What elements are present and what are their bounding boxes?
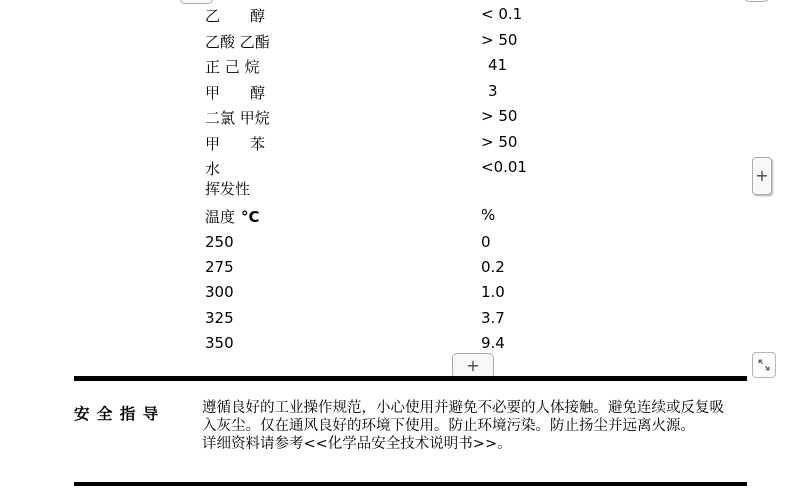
table-row <box>0 309 793 331</box>
table-row <box>0 334 793 356</box>
temperature-value: 300 <box>205 283 234 301</box>
table-row <box>0 233 793 255</box>
temperature-value: 250 <box>205 233 234 251</box>
clipped-top-button[interactable] <box>180 0 213 4</box>
volatility-header-row <box>0 206 793 228</box>
table-row <box>0 5 793 27</box>
section-heading-row <box>0 178 793 200</box>
temperature-value: 275 <box>205 258 234 276</box>
expand-diagonal-icon <box>757 358 771 372</box>
table-row <box>0 258 793 280</box>
temperature-value: 350 <box>205 334 234 352</box>
expand-button[interactable] <box>752 352 776 378</box>
solvent-label: 乙 醇 <box>205 7 266 25</box>
solvent-value: > 50 <box>481 31 518 49</box>
volatility-value: 9.4 <box>481 334 505 352</box>
add-button-right[interactable] <box>752 157 772 195</box>
safety-section-heading: 安 全 指 导 <box>74 405 160 423</box>
volatility-value: 1.0 <box>481 283 505 301</box>
safety-text-line: 入灰尘。仅在通风良好的环境下使用。防止环境污染。防止扬尘并远离火源。 <box>202 418 695 435</box>
table-row <box>0 31 793 53</box>
solvent-value: < 0.1 <box>481 5 523 23</box>
solvent-label: 二氯 甲烷 <box>205 109 270 127</box>
table-row <box>0 56 793 78</box>
solvent-label: 乙酸 乙酯 <box>205 33 270 51</box>
table-row <box>0 82 793 104</box>
safety-text-line: 详细资料请参考<<化学品安全技术说明书>>。 <box>202 436 512 453</box>
clipped-top-right-button[interactable] <box>744 0 769 2</box>
safety-text-line: 遵循良好的工业操作规范，小心使用并避免不必要的人体接触。避免连续或反复吸 <box>202 400 724 416</box>
temperature-value: 325 <box>205 309 234 327</box>
volatility-value: 0.2 <box>481 258 505 276</box>
volatility-section-label: 挥发性 <box>205 180 251 198</box>
solvent-label: 甲 醇 <box>205 84 266 102</box>
volatility-value: 3.7 <box>481 309 505 327</box>
solvent-value: 41 <box>488 56 508 74</box>
solvent-label: 水 <box>205 160 221 178</box>
table-row <box>0 158 793 180</box>
volatility-value: 0 <box>481 233 491 251</box>
table-row <box>0 107 793 129</box>
section-divider-top <box>74 376 747 381</box>
solvent-value: <0.01 <box>481 158 527 176</box>
solvent-label: 正 己 烷 <box>205 58 260 76</box>
table-row <box>0 133 793 155</box>
percent-column-header: % <box>481 206 496 224</box>
solvent-label: 甲 苯 <box>205 135 266 153</box>
plus-icon: + <box>466 356 480 375</box>
temperature-column-header: 温度 °C <box>205 208 260 226</box>
solvent-value: > 50 <box>481 107 518 125</box>
solvent-value: 3 <box>488 82 498 100</box>
solvent-value: > 50 <box>481 133 518 151</box>
table-row <box>0 283 793 305</box>
celsius-unit: °C <box>241 208 260 226</box>
plus-icon: + <box>755 166 769 185</box>
safety-guidance-text <box>202 399 724 454</box>
section-divider-bottom <box>74 482 747 486</box>
